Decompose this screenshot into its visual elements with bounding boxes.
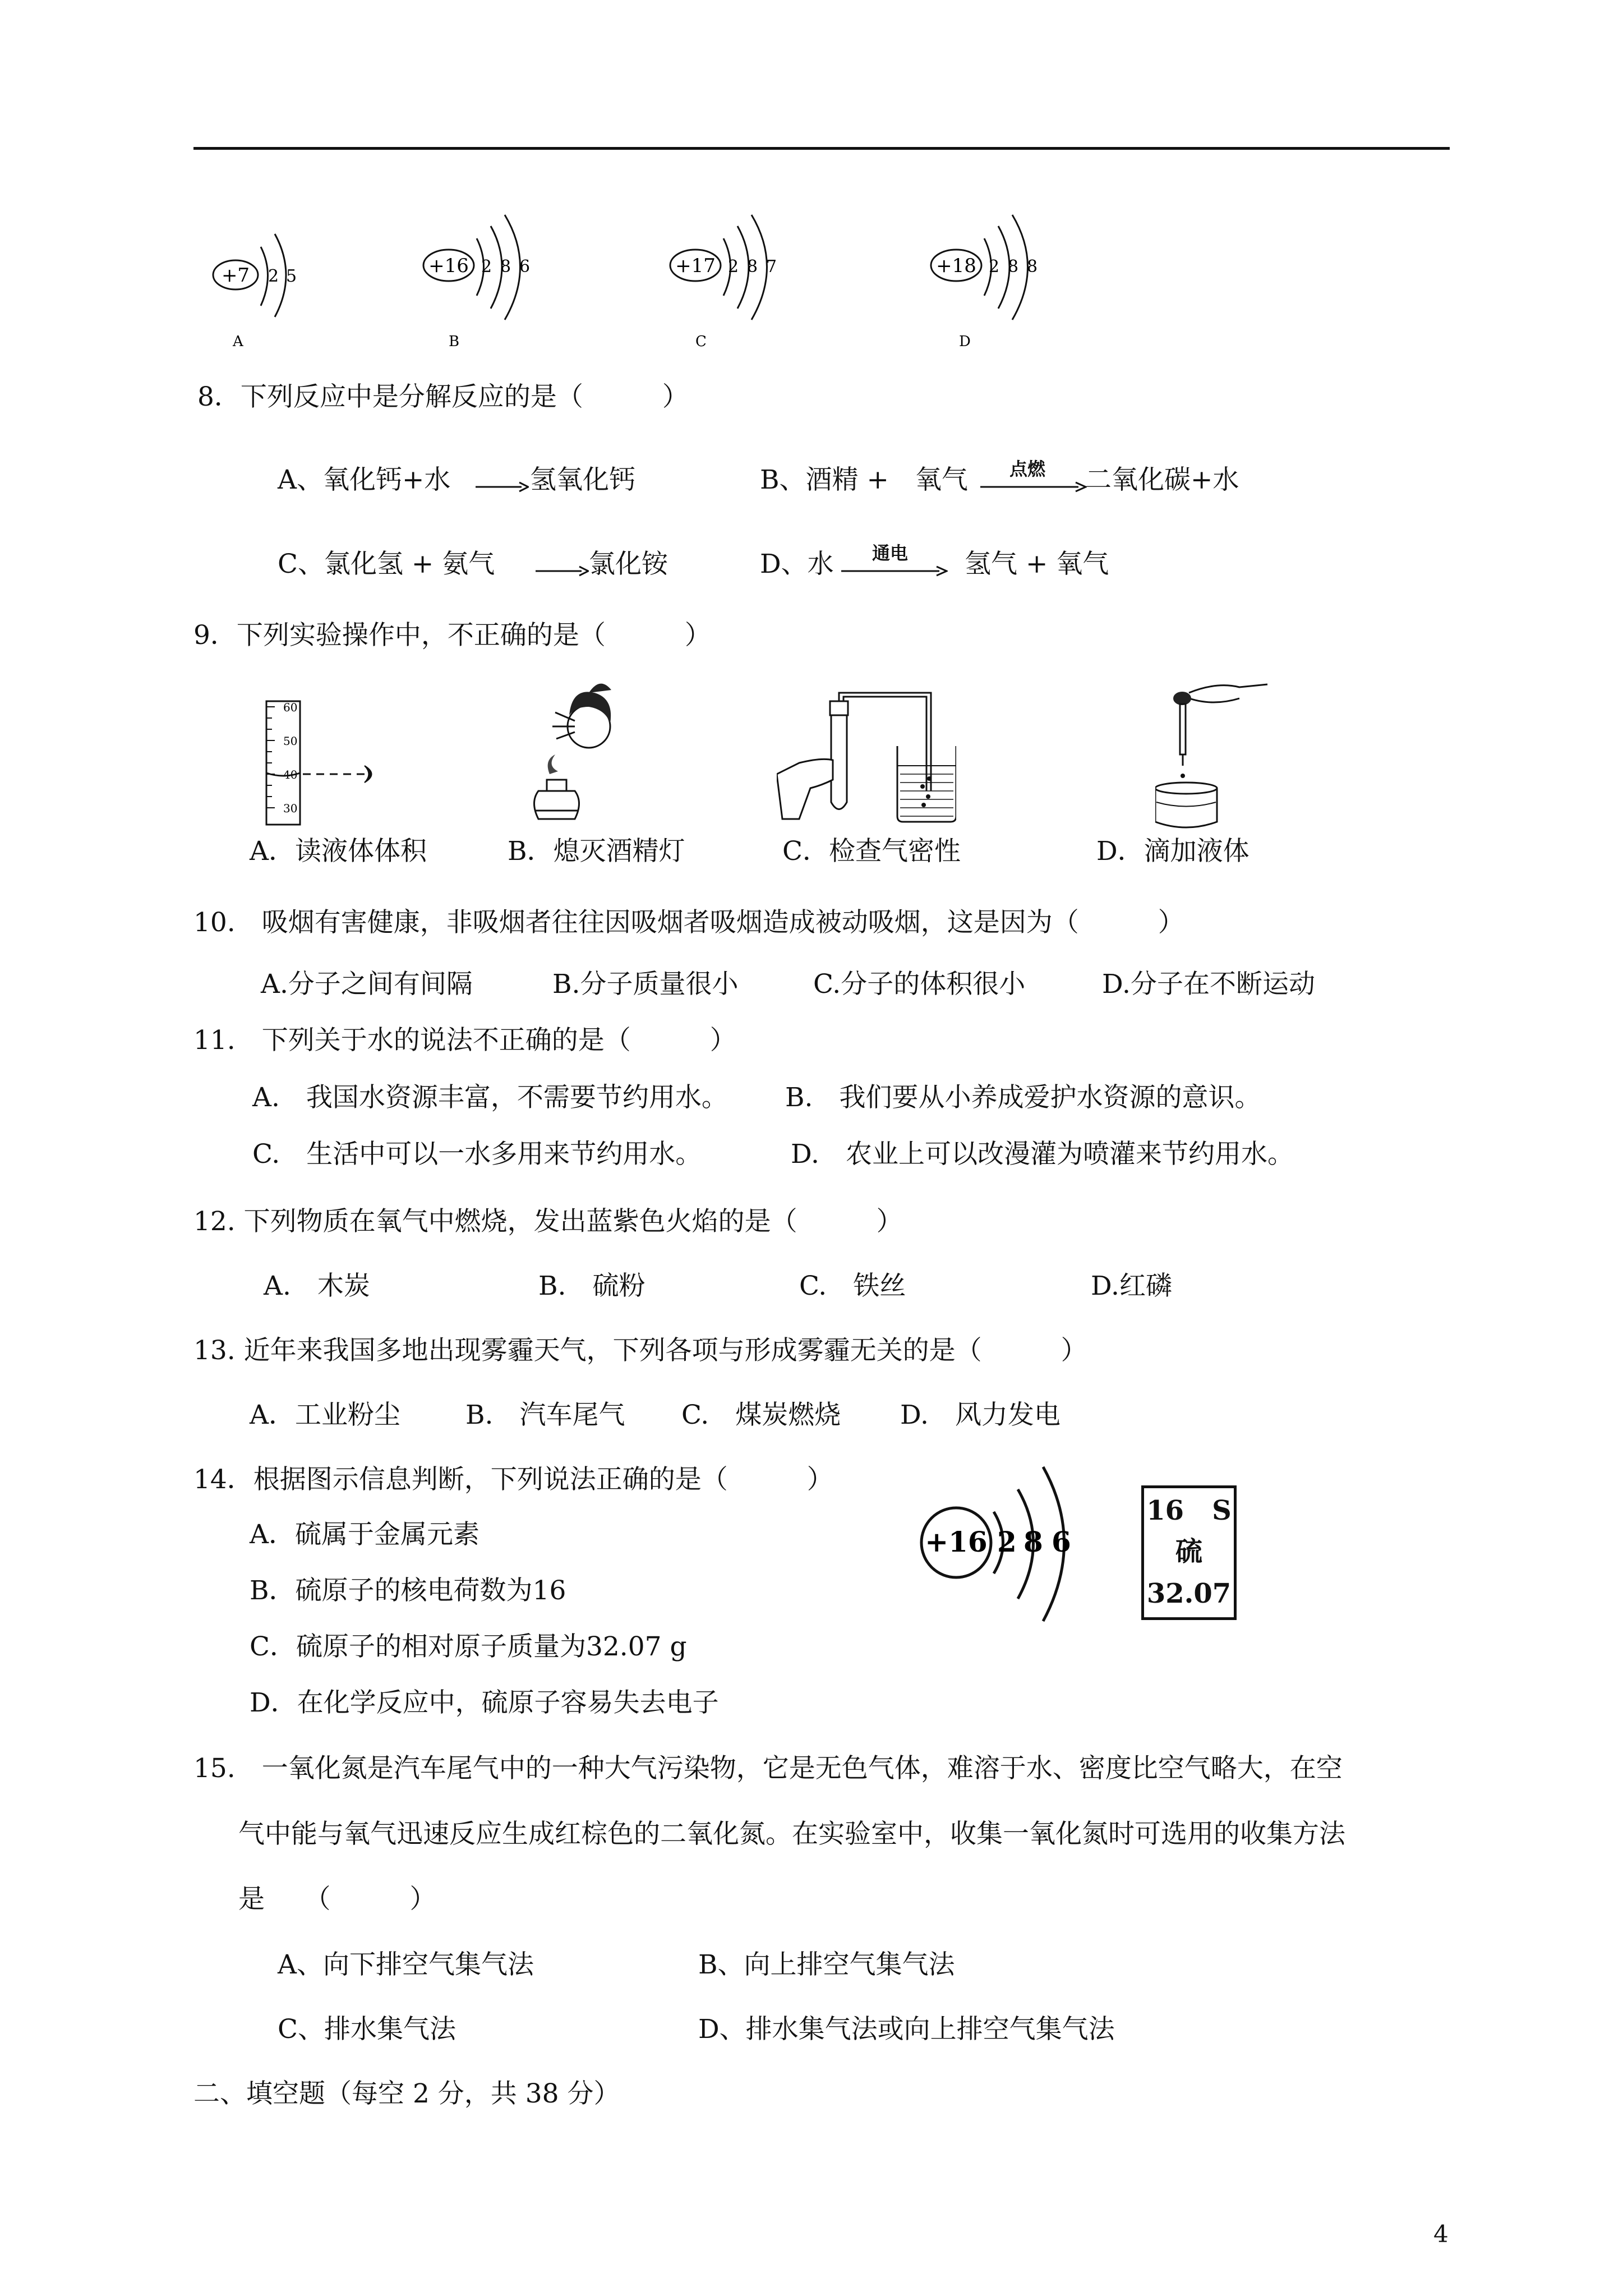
q15-line-3: 是 （ ） — [238, 1884, 436, 1915]
atom-diagram-d — [931, 215, 1038, 350]
q12-option-a: A. 木炭 — [264, 1271, 370, 1301]
q8-option-a-right: 氢氧化钙 — [530, 464, 635, 495]
atom-a-shell-2: 5 — [286, 266, 297, 286]
q11-option-d: D. 农业上可以改漫灌为喷灌来节约用水。 — [791, 1139, 1294, 1170]
q13-option-c: C. 煤炭燃烧 — [681, 1400, 841, 1430]
q10-option-d: D.分子在不断运动 — [1102, 969, 1315, 1000]
q14-option-a: A．硫属于金属元素 — [250, 1519, 479, 1550]
atom-structure-diagrams — [202, 199, 1436, 356]
eye-icon — [365, 766, 372, 783]
q15-line-2: 气中能与氧气迅速反应生成红棕色的二氧化氮。在实验室中，收集一氧化氮时可选用的收集方法 — [238, 1819, 1345, 1849]
atom-c-shell-3: 7 — [766, 257, 777, 277]
q8-option-b-condition: 点燃 — [1009, 458, 1046, 480]
sulfur-nucleus: +16 — [925, 1525, 988, 1558]
section-2-heading: 二、填空题（每空 2 分，共 38 分） — [193, 2078, 620, 2109]
q11-stem: 11. 下列关于水的说法不正确的是（ ） — [193, 1025, 736, 1056]
scale-30: 30 — [283, 802, 298, 815]
q9-option-a: A．读液体体积 — [250, 836, 427, 867]
q8-option-d-condition: 通电 — [872, 542, 909, 564]
arrow-icon — [476, 477, 529, 494]
atom-diagram-b — [423, 215, 530, 350]
q13-stem: 13. 近年来我国多地出现雾霾天气，下列各项与形成雾霾无关的是（ ） — [193, 1335, 1087, 1366]
atom-d-label: D — [959, 333, 971, 350]
sulfur-shell-2: 8 — [1023, 1525, 1043, 1558]
element-name: 硫 — [1175, 1536, 1202, 1567]
scale-40: 40 — [283, 768, 298, 781]
q9-option-c: C．检查气密性 — [782, 836, 961, 867]
sulfur-shell-3: 6 — [1052, 1525, 1071, 1558]
atom-a-shell-1: 2 — [268, 266, 279, 286]
header-rule — [193, 147, 1450, 150]
q10-option-a: A.分子之间有间隔 — [261, 969, 473, 1000]
graduated-cylinder-reading-illustration — [258, 696, 398, 830]
atom-diagram-c — [670, 215, 777, 350]
q12-option-b: B. 硫粉 — [538, 1271, 645, 1301]
arrow-icon — [841, 561, 948, 578]
atom-d-shell-3: 8 — [1027, 257, 1038, 277]
sulfur-shell-1: 2 — [997, 1525, 1017, 1558]
scale-50: 50 — [283, 734, 298, 748]
q15-option-b: B、向上排空气集气法 — [698, 1949, 955, 1980]
q10-stem: 10. 吸烟有害健康，非吸烟者往往因吸烟者吸烟造成被动吸烟，这是因为（ ） — [193, 907, 1184, 938]
q8-stem: 8．下列反应中是分解反应的是（ ） — [197, 381, 689, 412]
atom-b-shell-3: 6 — [519, 257, 531, 277]
q15-option-d: D、排水集气法或向上排空气集气法 — [698, 2014, 1115, 2045]
q9-option-b: B．熄灭酒精灯 — [508, 836, 685, 867]
arrow-icon — [980, 477, 1087, 494]
q13-option-b: B. 汽车尾气 — [465, 1400, 625, 1430]
q9-option-d: D．滴加液体 — [1096, 836, 1249, 867]
element-card-sulfur — [1141, 1485, 1237, 1620]
q15-option-c: C、排水集气法 — [278, 2014, 456, 2045]
dropper-illustration — [1155, 676, 1279, 830]
q8-option-c-left: C、氯化氢 + 氨气 — [278, 549, 495, 579]
q8-option-b-left: B、酒精 + 氧气 — [760, 464, 968, 495]
atom-b-label: B — [449, 333, 460, 350]
q13-option-a: A．工业粉尘 — [250, 1400, 400, 1430]
q10-option-b: B.分子质量很小 — [552, 969, 739, 1000]
element-card-top-row — [1144, 1495, 1234, 1526]
atom-diagram-a — [213, 234, 297, 350]
atom-d-nucleus: +18 — [936, 255, 976, 277]
atom-c-nucleus: +17 — [675, 255, 716, 277]
q12-option-c: C. 铁丝 — [799, 1271, 906, 1301]
q14-stem: 14．根据图示信息判断，下列说法正确的是（ ） — [193, 1464, 833, 1495]
q15-option-a: A、向下排空气集气法 — [278, 1949, 534, 1980]
q10-option-c: C.分子的体积很小 — [813, 969, 1026, 1000]
atom-a-label: A — [233, 333, 243, 350]
q8-option-d-left: D、水 — [760, 549, 834, 579]
atom-b-shell-2: 8 — [500, 257, 511, 277]
q14-option-d: D．在化学反应中，硫原子容易失去电子 — [250, 1687, 719, 1718]
atom-d-shell-2: 8 — [1008, 257, 1019, 277]
scale-60: 60 — [283, 701, 298, 714]
element-number: 16 — [1146, 1495, 1184, 1526]
q8-option-d-right: 氢气 + 氧气 — [965, 549, 1109, 579]
atom-a-nucleus: +7 — [221, 264, 250, 287]
q8-option-a-left: A、氧化钙+水 — [278, 464, 451, 495]
q11-option-b: B. 我们要从小养成爱护水资源的意识。 — [785, 1082, 1261, 1113]
atom-c-shell-2: 8 — [747, 257, 758, 277]
blowing-out-alcohol-lamp-illustration — [522, 682, 634, 827]
page-number: 4 — [1433, 2220, 1449, 2248]
q15-line-1: 15. 一氧化氮是汽车尾气中的一种大气污染物，它是无色气体，难溶于水、密度比空气略大，在空 — [193, 1753, 1343, 1784]
element-mass: 32.07 — [1146, 1578, 1232, 1609]
airtightness-check-illustration — [777, 690, 956, 830]
element-symbol: S — [1212, 1495, 1232, 1526]
q11-option-c: C. 生活中可以一水多用来节约用水。 — [252, 1139, 702, 1170]
atom-c-label: C — [695, 333, 707, 350]
q13-option-d: D. 风力发电 — [900, 1400, 1061, 1430]
arrow-icon — [536, 561, 589, 578]
q8-option-b-right: 二氧化碳+水 — [1085, 464, 1239, 495]
atom-c-shell-1: 2 — [728, 257, 739, 277]
atom-d-shell-1: 2 — [989, 257, 1000, 277]
q14-option-c: C．硫原子的相对原子质量为32.07 g — [250, 1631, 687, 1662]
q8-option-c-right: 氯化铵 — [589, 549, 668, 579]
q12-option-d: D.红磷 — [1091, 1271, 1172, 1301]
q9-stem: 9．下列实验操作中，不正确的是（ ） — [193, 620, 711, 651]
q11-option-a: A. 我国水资源丰富，不需要节约用水。 — [252, 1082, 728, 1113]
q14-option-b: B．硫原子的核电荷数为16 — [250, 1575, 566, 1606]
atom-b-shell-1: 2 — [481, 257, 492, 277]
q12-stem: 12. 下列物质在氧气中燃烧，发出蓝紫色火焰的是（ ） — [193, 1206, 903, 1237]
atom-b-nucleus: +16 — [428, 255, 469, 277]
sulfur-atom-diagram — [909, 1458, 1116, 1627]
